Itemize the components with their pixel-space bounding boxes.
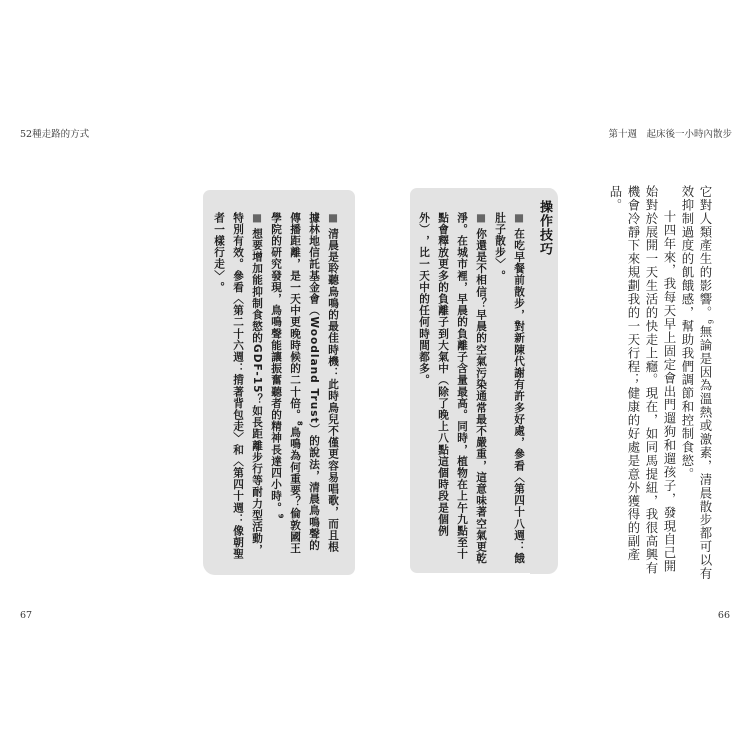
- left-page-number: 67: [20, 610, 33, 621]
- footnote-ref-6: 6: [706, 319, 715, 326]
- tip-item: [266, 212, 342, 562]
- left-running-header: 52種走路的方式: [20, 129, 90, 140]
- right-page-body: [604, 185, 714, 585]
- tip-text-continued: 鳥鳴為何重要？倫敦國王學院的研究發現，鳥鳴聲能讓振奮聽者的精神長達四小時。: [270, 212, 301, 555]
- footnote-ref-8: 8: [295, 420, 304, 427]
- footnote-ref-9: 9: [276, 513, 285, 520]
- tips-list-right: [418, 212, 528, 567]
- tip-text: 在吃早餐前散步，對新陳代謝有許多好處，參看〈第四十八週：餓肚子散步〉。: [494, 212, 525, 565]
- right-page-number: 66: [717, 610, 730, 621]
- body-paragraph-1-part-a: 它對人類產生的影響。: [698, 185, 713, 320]
- right-running-header: 第十週 起床後一小時內散步: [608, 129, 732, 140]
- square-bullet-icon: ■: [513, 212, 525, 225]
- tip-text: 你還是不相信？早晨的空氣污染通常最不嚴重，這意味著空氣更乾淨。在城市裡，早晨的負離子含量最高。同時，植物在上午九點至十點會釋放更多的負離子到大氣中（除了晚上八點這個時段是個例外），比一天中的任何時間都多。: [418, 212, 487, 565]
- square-bullet-icon: ■: [475, 212, 487, 225]
- tip-item: [209, 212, 266, 562]
- tips-box-title: 操作技巧: [537, 200, 552, 256]
- tip-text: 清晨是聆聽鳥鳴的最佳時機：此時鳥兒不僅更容易唱歌，而且根據林地信託基金會（Woodland Trust）的說法，清晨鳥鳴聲的傳播距離，是一天中更晚時候的二十倍。: [289, 212, 339, 553]
- body-paragraph-2: 十四年來，我每天早上固定會出門遛狗和遛孩子，發現自己開始對於展開一天生活的快走上癮。現在，如同馬提紐，我很高興有機會冷靜下來規劃我的一天行程；健康的好處是意外獲得的副產品。: [608, 185, 677, 576]
- square-bullet-icon: ■: [251, 212, 263, 225]
- body-paragraph-1: [678, 185, 714, 585]
- tips-list-left: [213, 212, 342, 562]
- tip-text: 想要增加能抑制食慾的GDF-15？如長距離步行等耐力型活動，特別有效。參看〈第二十六週：揹著背包走〉和〈第四十週：像朝聖者一樣行走〉。: [213, 212, 263, 560]
- square-bullet-icon: ■: [327, 212, 339, 225]
- tip-item: [490, 212, 528, 567]
- tip-item: [414, 212, 490, 567]
- body-paragraph-1-part-b: 無論是因為溫熱或激素，清晨散步都可以有效抑制過度的飢餓感，幫助我們調節和控制食慾。: [680, 185, 713, 581]
